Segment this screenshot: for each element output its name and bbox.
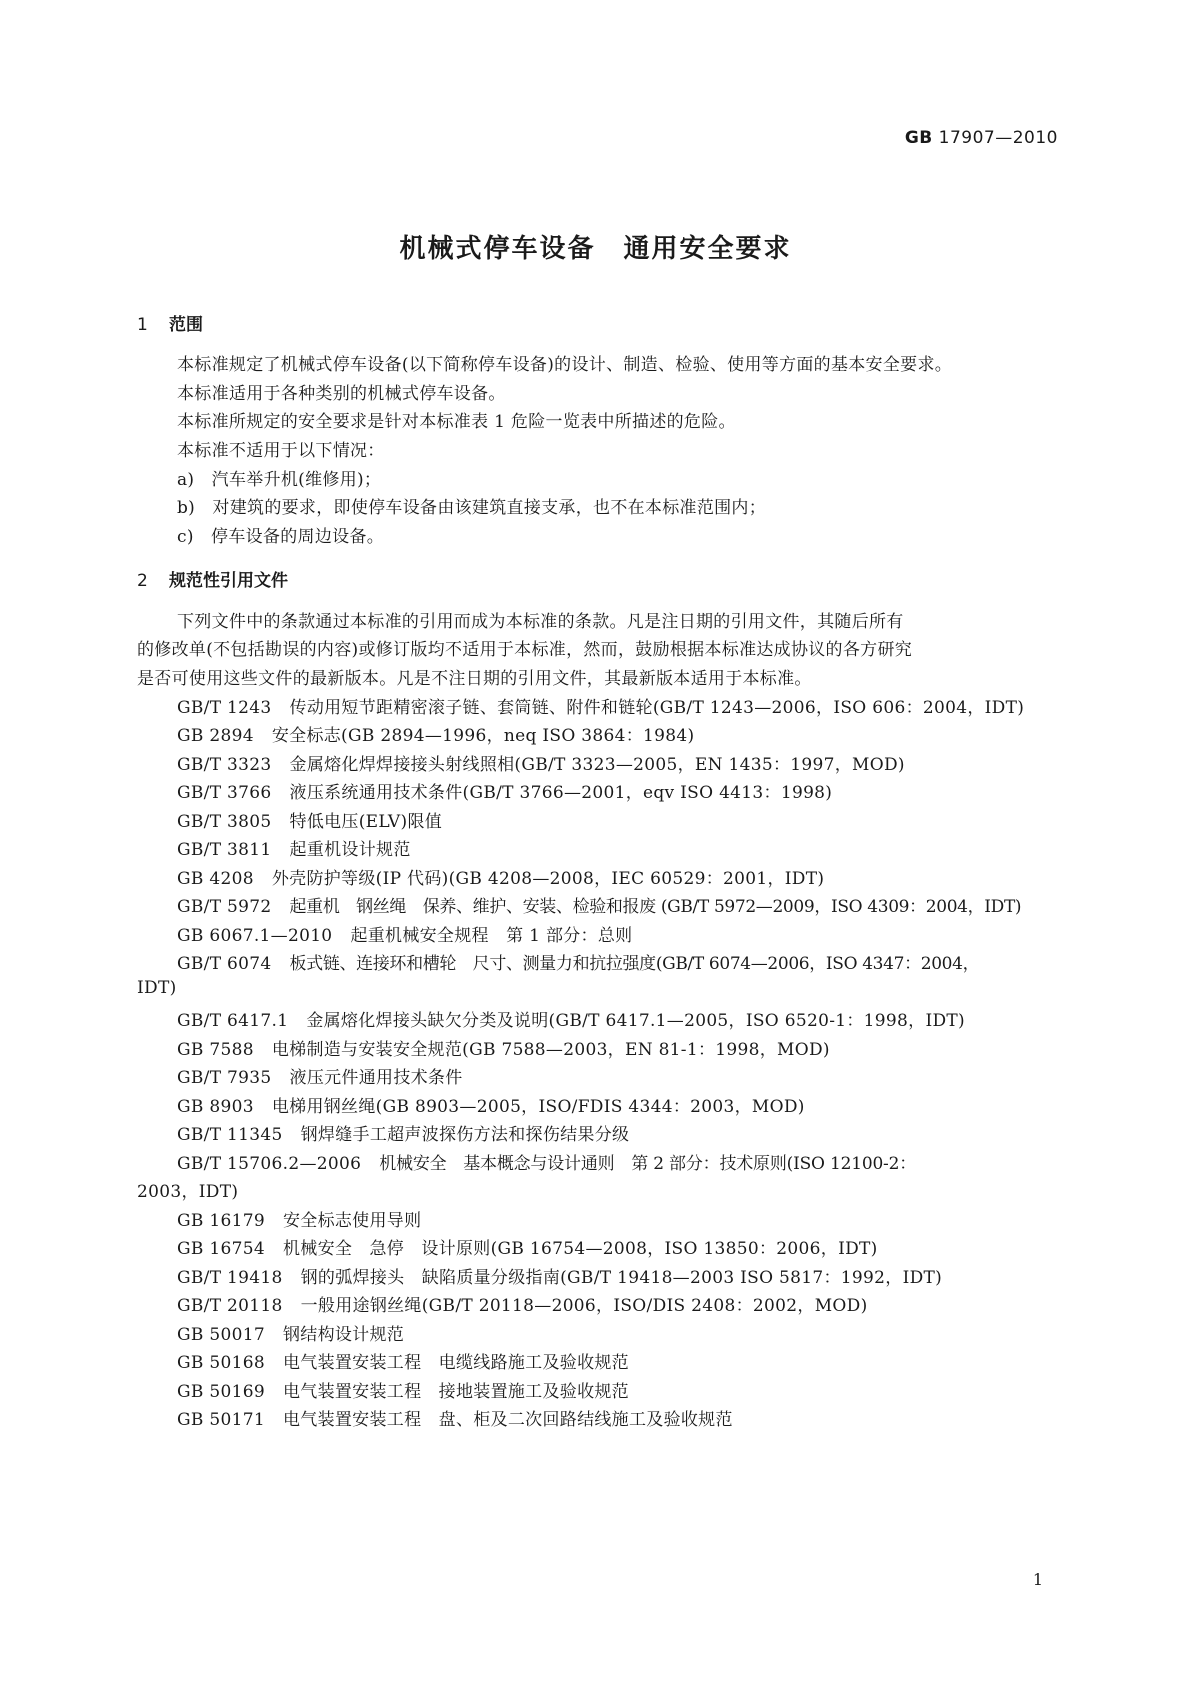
reference-item xyxy=(177,1263,942,1288)
reference-item xyxy=(177,1063,463,1088)
reference-item xyxy=(177,807,442,832)
reference-item xyxy=(177,1092,805,1117)
reference-title: 传动用短节距精密滚子链、套筒链、附件和链轮(GB/T 1243—2006，ISO 606：2004，IDT) xyxy=(289,698,1025,718)
section-title: 规范性引用文件 xyxy=(169,571,288,591)
reference-code: GB/T 3323 xyxy=(177,755,272,775)
references-intro-line: 下列文件中的条款通过本标准的引用而成为本标准的条款。凡是注日期的引用文件，其随后所有 xyxy=(177,612,904,632)
section-title: 范围 xyxy=(169,315,203,335)
reference-item xyxy=(177,1149,916,1174)
scope-list-item: c) 停车设备的周边设备。 xyxy=(177,527,385,547)
reference-item xyxy=(177,778,832,803)
page-number: 1 xyxy=(1032,1570,1043,1589)
reference-title: 机械安全 急停 设计原则(GB 16754—2008，ISO 13850：2006，IDT) xyxy=(282,1239,878,1259)
reference-code: GB/T 6417.1 xyxy=(177,1011,289,1031)
reference-item xyxy=(177,1006,965,1031)
scope-list-item: a) 汽车举升机(维修用)； xyxy=(177,470,382,490)
reference-code: GB/T 1243 xyxy=(177,698,272,718)
reference-code: GB/T 20118 xyxy=(177,1296,283,1316)
reference-item xyxy=(177,721,694,746)
reference-code: GB 50171 xyxy=(177,1410,265,1430)
reference-item xyxy=(177,921,632,946)
reference-title: 电气装置安装工程 电缆线路施工及验收规范 xyxy=(282,1353,629,1373)
reference-code: GB 50017 xyxy=(177,1325,265,1345)
reference-item xyxy=(177,892,1021,917)
reference-code: GB 6067.1—2010 xyxy=(177,926,333,946)
scope-paragraph: 本标准规定了机械式停车设备(以下简称停车设备)的设计、制造、检验、使用等方面的基本安全要求。 xyxy=(177,355,953,375)
reference-code: GB/T 15706.2—2006 xyxy=(177,1154,362,1174)
reference-code: GB 7588 xyxy=(177,1040,254,1060)
section-2-heading xyxy=(137,566,288,591)
reference-title: 外壳防护等级(IP 代码)(GB 4208—2008，IEC 60529：2001，IDT) xyxy=(271,869,825,889)
reference-title: 一般用途钢丝绳(GB/T 20118—2006，ISO/DIS 2408：2002，MOD) xyxy=(300,1296,868,1316)
reference-title: 起重机 钢丝绳 保养、维护、安装、检验和报废 (GB/T 5972—2009，ISO 4309：2004，IDT) xyxy=(289,897,1022,917)
reference-code: GB/T 3766 xyxy=(177,783,272,803)
reference-title: 起重机械安全规程 第 1 部分：总则 xyxy=(350,926,633,946)
reference-title: 电气装置安装工程 盘、柜及二次回路结线施工及验收规范 xyxy=(282,1410,733,1430)
scope-list-item: b) 对建筑的要求，即使停车设备由该建筑直接支承，也不在本标准范围内； xyxy=(177,498,767,518)
reference-item xyxy=(177,1348,629,1373)
reference-title: 钢焊缝手工超声波探伤方法和探伤结果分级 xyxy=(300,1125,630,1145)
reference-code: GB/T 19418 xyxy=(177,1268,283,1288)
reference-title: 电气装置安装工程 接地装置施工及验收规范 xyxy=(282,1382,629,1402)
reference-code: GB 50168 xyxy=(177,1353,265,1373)
reference-code: GB 16179 xyxy=(177,1211,265,1231)
reference-item xyxy=(177,1405,733,1430)
reference-title: 特低电压(ELV)限值 xyxy=(289,812,443,832)
reference-title: 金属熔化焊焊接接头射线照相(GB/T 3323—2005，EN 1435：1997，MOD) xyxy=(289,755,905,775)
reference-title: 钢的弧焊接头 缺陷质量分级指南(GB/T 19418—2003 ISO 5817：1992，IDT) xyxy=(300,1268,943,1288)
reference-code: GB/T 7935 xyxy=(177,1068,272,1088)
reference-title: 液压系统通用技术条件(GB/T 3766—2001，eqv ISO 4413：1998) xyxy=(289,783,833,803)
reference-title: 机械安全 基本概念与设计通则 第 2 部分：技术原则(ISO 12100-2： xyxy=(379,1154,917,1174)
reference-title: 起重机设计规范 xyxy=(289,840,411,860)
reference-item xyxy=(177,835,411,860)
reference-item xyxy=(177,949,979,974)
reference-title: 钢结构设计规范 xyxy=(282,1325,405,1345)
reference-code: GB 16754 xyxy=(177,1239,265,1259)
reference-title: 电梯制造与安装安全规范(GB 7588—2003，EN 81-1：1998，MOD) xyxy=(271,1040,830,1060)
reference-code: GB 50169 xyxy=(177,1382,265,1402)
section-number: 2 xyxy=(137,571,148,591)
reference-code: GB 8903 xyxy=(177,1097,254,1117)
reference-code: GB/T 6074 xyxy=(177,954,272,974)
section-number: 1 xyxy=(137,315,148,335)
reference-code: GB/T 3811 xyxy=(177,840,272,860)
reference-item xyxy=(177,864,824,889)
reference-item xyxy=(177,693,1024,718)
standard-number: 17907—2010 xyxy=(938,128,1058,148)
document-title: 机械式停车设备 通用安全要求 xyxy=(399,234,792,264)
reference-title: 电梯用钢丝绳(GB 8903—2005，ISO/FDIS 4344：2003，MOD) xyxy=(271,1097,805,1117)
reference-item xyxy=(177,1291,868,1316)
reference-code: GB 2894 xyxy=(177,726,254,746)
reference-continuation: IDT) xyxy=(137,978,177,998)
references-intro-line: 的修改单(不包括勘误的内容)或修订版均不适用于本标准，然而，鼓励根据本标准达成协议的各方研究 xyxy=(137,640,913,660)
references-intro-line: 是否可使用这些文件的最新版本。凡是不注日期的引用文件，其最新版本适用于本标准。 xyxy=(137,669,812,689)
scope-paragraph: 本标准适用于各种类别的机械式停车设备。 xyxy=(177,384,506,404)
reference-title: 板式链、连接环和槽轮 尺寸、测量力和抗拉强度(GB/T 6074—2006，ISO 4347：2004， xyxy=(289,954,980,974)
reference-title: 液压元件通用技术条件 xyxy=(289,1068,463,1088)
reference-title: 金属熔化焊接头缺欠分类及说明(GB/T 6417.1—2005，ISO 6520-1：1998，IDT) xyxy=(306,1011,965,1031)
scope-paragraph: 本标准不适用于以下情况： xyxy=(177,441,385,461)
reference-item xyxy=(177,750,905,775)
reference-code: GB/T 11345 xyxy=(177,1125,283,1145)
standard-code xyxy=(905,128,1058,148)
reference-code: GB/T 3805 xyxy=(177,812,272,832)
reference-continuation: 2003，IDT) xyxy=(137,1182,239,1202)
reference-item xyxy=(177,1206,421,1231)
standard-prefix: GB xyxy=(904,128,933,148)
section-1-heading xyxy=(137,310,203,335)
reference-item xyxy=(177,1035,830,1060)
reference-item xyxy=(177,1320,404,1345)
reference-code: GB/T 5972 xyxy=(177,897,272,917)
reference-title: 安全标志(GB 2894—1996，neq ISO 3864：1984) xyxy=(271,726,695,746)
reference-code: GB 4208 xyxy=(177,869,254,889)
reference-item xyxy=(177,1120,629,1145)
scope-paragraph: 本标准所规定的安全要求是针对本标准表 1 危险一览表中所描述的危险。 xyxy=(177,412,736,432)
reference-item xyxy=(177,1377,629,1402)
reference-title: 安全标志使用导则 xyxy=(282,1211,422,1231)
reference-item xyxy=(177,1234,878,1259)
